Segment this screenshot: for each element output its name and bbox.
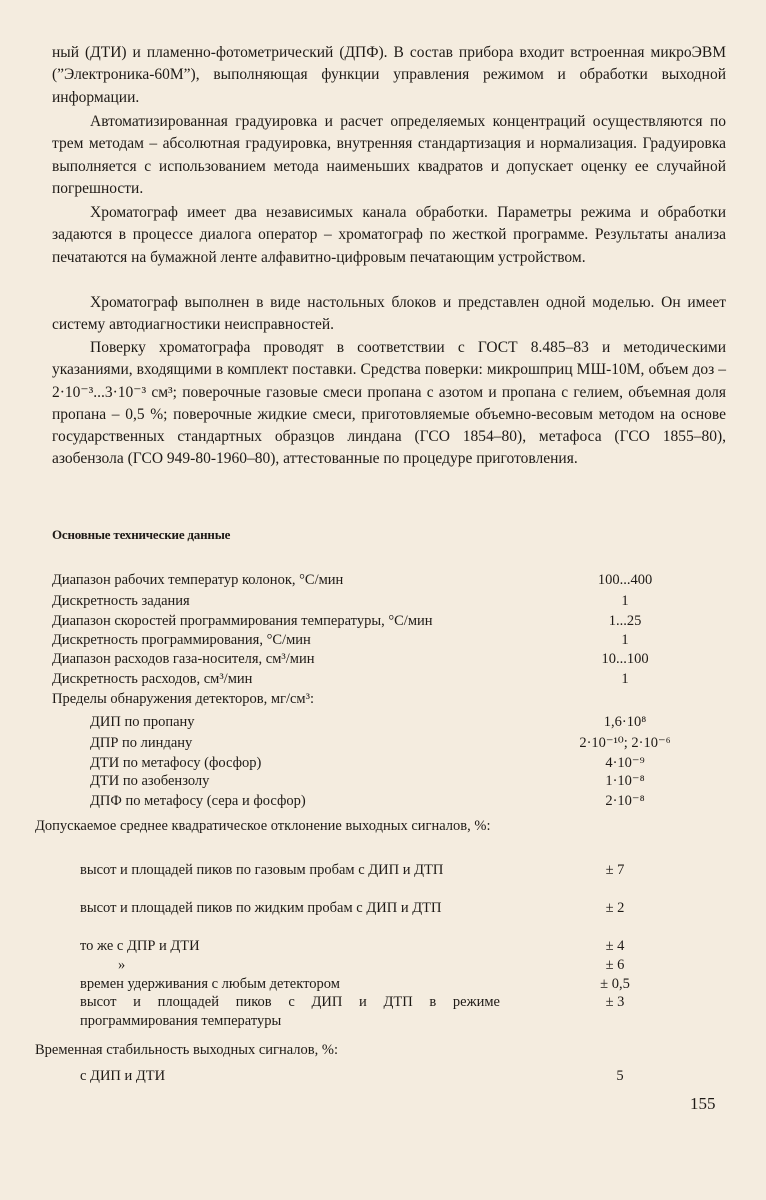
spec-value: 1 xyxy=(621,632,629,648)
spec-value: 2·10⁻¹⁰; 2·10⁻⁶ xyxy=(579,735,671,751)
spec-value: ± 0,5 xyxy=(600,976,630,992)
paragraph-continuation: ный (ДТИ) и пламенно-фотометрический (ДПФ). В состав прибора входит встроенная микроЭВМ (”Электроника-60М”), выполняющая функции управления режимом и обработки выходной информации. xyxy=(52,44,726,106)
spec-label: времен удерживания с любым детектором xyxy=(80,976,340,992)
spec-label: высот и площадей пиков по жидким пробам с ДИП и ДТП xyxy=(80,900,442,916)
spec-label: Дискретность задания xyxy=(52,593,190,609)
spec-label: Дискретность программирования, °С/мин xyxy=(52,632,311,648)
spec-value: 1·10⁻⁸ xyxy=(605,773,645,789)
spec-value: 1 xyxy=(621,593,629,609)
spec-label: Диапазон расходов газа-носителя, см³/мин xyxy=(52,651,315,667)
spec-value: ± 3 xyxy=(605,994,625,1010)
spec-label: Диапазон скоростей программирования температуры, °С/мин xyxy=(52,613,433,629)
spec-label: высот и площадей пиков по газовым пробам с ДИП и ДТП xyxy=(80,862,444,878)
spec-label: ДТИ по азобензолу xyxy=(90,773,210,789)
spec-label: Дискретность расходов, см³/мин xyxy=(52,671,253,687)
spec-value: ± 6 xyxy=(605,957,625,973)
page-number: 155 xyxy=(690,1094,716,1113)
spec-label: ДТИ по метафосу (фосфор) xyxy=(90,755,262,771)
spec-value: ± 7 xyxy=(605,862,625,878)
spec-value: 5 xyxy=(616,1068,624,1084)
paragraph-design: Хроматограф выполнен в виде настольных блоков и представлен одной моделью. Он имеет систему автодиагностики неисправностей. xyxy=(52,294,726,334)
section-heading: Основные технические данные xyxy=(52,527,231,542)
spec-label: с ДИП и ДТИ xyxy=(80,1068,166,1084)
spec-value: ± 4 xyxy=(605,938,625,954)
spec-value: ± 2 xyxy=(605,900,625,916)
spec-label: Допускаемое среднее квадратическое отклонение выходных сигналов, %: xyxy=(35,818,491,834)
spec-value: 1...25 xyxy=(608,613,642,629)
spec-value: 10...100 xyxy=(601,651,649,667)
spec-label: Пределы обнаружения детекторов, мг/см³: xyxy=(52,691,314,707)
spec-value: 100...400 xyxy=(597,572,653,588)
spec-label: то же с ДПР и ДТИ xyxy=(80,938,200,954)
spec-label: ДПР по линдану xyxy=(90,735,193,751)
spec-value: 4·10⁻⁹ xyxy=(605,755,645,771)
spec-value: 1 xyxy=(621,671,629,687)
spec-label: » xyxy=(118,957,126,973)
spec-label: высот и площадей пиков с ДИП и ДТП в режиме программирования температуры xyxy=(80,994,500,1029)
spec-label: ДПФ по метафосу (сера и фосфор) xyxy=(90,793,306,809)
spec-label: Временная стабильность выходных сигналов, %: xyxy=(35,1042,338,1058)
paragraph-calibration: Автоматизированная градуировка и расчет определяемых концентраций осуществляются по трем методам – абсолютная градуировка, внутренняя стандартизация и нормализация. Градуировка выполняется с использованием метода наименьших квадратов и допускает оценку ее случайной погрешности. xyxy=(52,113,726,197)
paragraph-verification: Поверку хроматографа проводят в соответствии с ГОСТ 8.485–83 и методическими указаниями, входящими в комплект поставки. Средства поверки: микрошприц МШ-10М, объем доз – 2·10⁻³...3·10⁻³ см³; поверочные газовые смеси пропана с азотом и пропана с гелием, объемная доля пропана – 0,5 %; поверочные жидкие смеси, приготовляемые объемно-весовым методом на основе государственных стандартных образцов линдана (ГСО 1854–80), метафоса (ГСО 1855–80), азобензола (ГСО 949-80-1960–80), аттестованные по процедуре приготовления. xyxy=(52,339,726,468)
spec-value: 2·10⁻⁸ xyxy=(605,793,645,809)
spec-value: 1,6·10⁸ xyxy=(603,714,647,730)
paragraph-channels: Хроматограф имеет два независимых канала обработки. Параметры режима и обработки задаются в процессе диалога оператор – хроматограф по жесткой программе. Результаты анализа печатаются на бумажной ленте алфавитно-цифровым печатающим устройством. xyxy=(52,204,726,266)
spec-label: ДИП по пропану xyxy=(90,714,195,730)
spec-label: Диапазон рабочих температур колонок, °С/мин xyxy=(52,572,344,588)
